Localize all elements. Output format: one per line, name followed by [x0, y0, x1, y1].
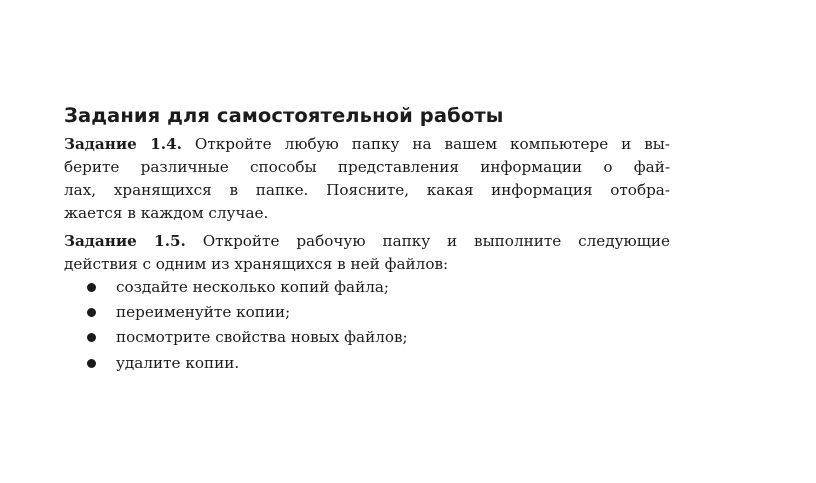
bullet-item-2: переименуйте копии;: [116, 303, 291, 321]
task-1-5-label: Задание 1.5.: [64, 232, 186, 250]
bullet-item-4: удалите копии.: [116, 354, 240, 372]
bullet-icon: [87, 333, 96, 342]
bullet-item-1: создайте несколько копий файла;: [116, 278, 390, 296]
task-1-5-text-2: действия с одним из хранящихся в ней файлов:: [64, 255, 449, 273]
task-1-4-text-4: жается в каждом случае.: [64, 204, 269, 222]
bullet-icon: [87, 308, 96, 317]
task-1-4-line-2: [64, 156, 670, 179]
task-1-4-text-2: берите различные способы представления информации о фай-: [64, 158, 670, 176]
task-1-4-line-3: [64, 179, 670, 202]
task-1-4-label: Задание 1.4.: [64, 135, 182, 153]
section-title: Задания для самостоятельной работы: [64, 104, 504, 127]
bullet-icon: [87, 359, 96, 368]
task-1-4-line-4: [64, 202, 268, 225]
task-1-4-text-1: Откройте любую папку на вашем компьютере и вы-: [194, 135, 670, 153]
task-1-5-line-2: [64, 253, 448, 276]
task-1-4-text-3: лах, хранящихся в папке. Поясните, какая информация отобра-: [64, 181, 670, 199]
task-1-4-line-1: [64, 133, 670, 156]
task-1-5-line-1: [64, 230, 670, 253]
task-1-5-text-1: Откройте рабочую папку и выполните следующие: [202, 232, 670, 250]
bullet-icon: [87, 283, 96, 292]
bullet-item-3: посмотрите свойства новых файлов;: [116, 328, 408, 346]
